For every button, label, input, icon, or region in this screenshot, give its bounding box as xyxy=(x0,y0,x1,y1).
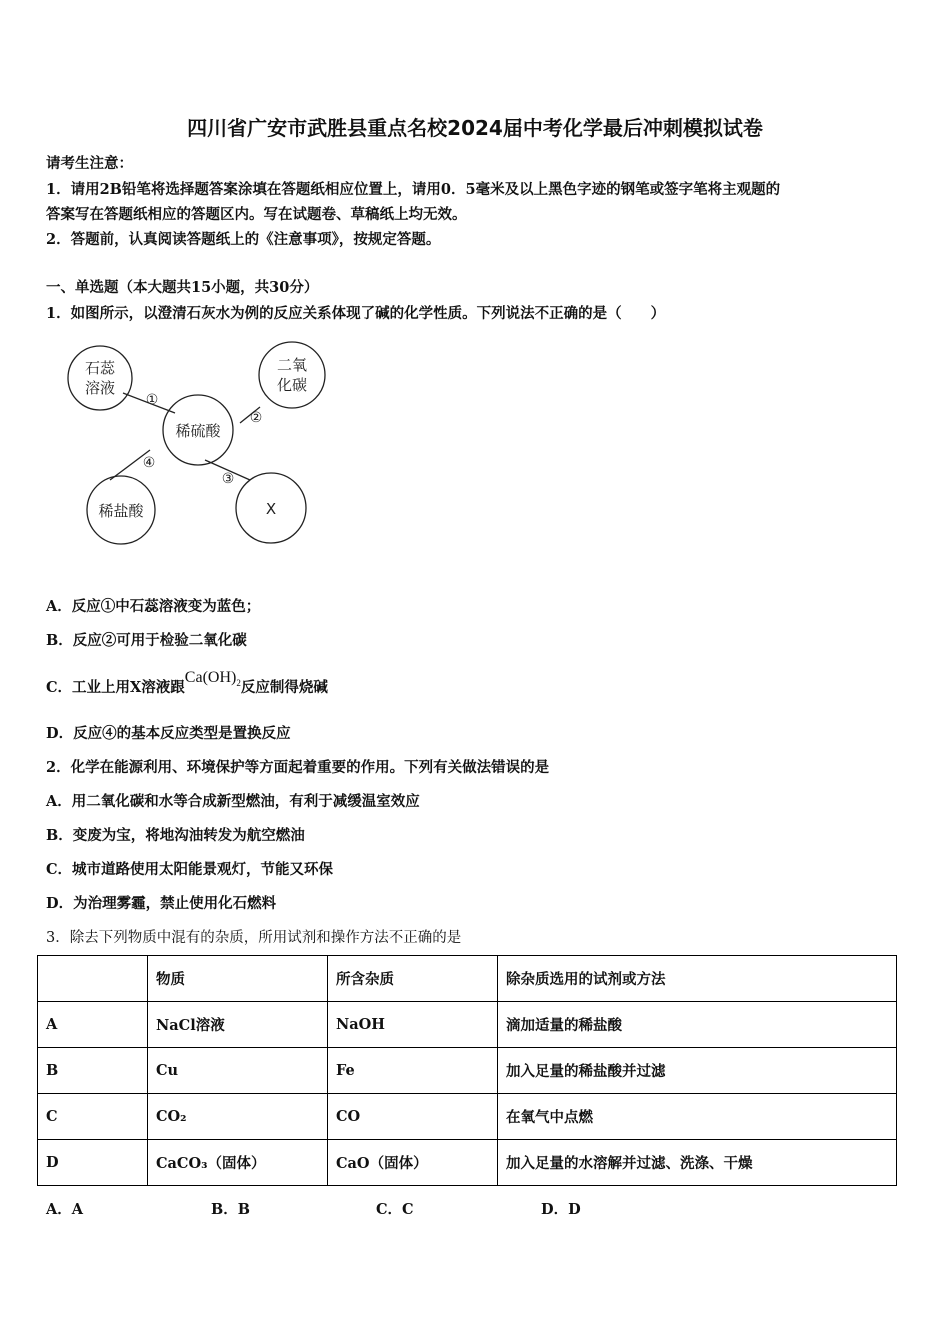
q3-option-d: D．D xyxy=(541,1201,581,1218)
table-header-cell xyxy=(38,956,148,1002)
litmus-label-1: 石蕊 xyxy=(84,359,116,377)
litmus-node xyxy=(68,346,132,410)
section-heading: 一、单选题（本大题共15小题，共30分） xyxy=(46,279,319,296)
litmus-label-2: 溶液 xyxy=(84,379,116,397)
q2-stem: 2．化学在能源利用、环境保护等方面起着重要的作用。下列有关做法错误的是 xyxy=(46,759,550,776)
notice-item-1-line-1: 1．请用2B铅笔将选择题答案涂填在答题纸相应位置上，请用0．5毫米及以上黑色字迹的钢笔或签字笔将主观题的 xyxy=(46,181,781,198)
q1-option-c-prefix: C．工业上用X溶液跟 xyxy=(46,679,185,696)
table-cell: Fe xyxy=(328,1048,498,1094)
table-cell: NaCl溶液 xyxy=(148,1002,328,1048)
q1-option-c-suffix: 反应制得烧碱 xyxy=(240,679,328,696)
table-row xyxy=(38,1140,897,1186)
q1-option-d: D．反应④的基本反应类型是置换反应 xyxy=(46,725,291,742)
table-cell: 加入足量的水溶解并过滤、洗涤、干燥 xyxy=(498,1140,897,1186)
page-title: 四川省广安市武胜县重点名校2024届中考化学最后冲刺模拟试卷 xyxy=(187,116,763,140)
q1-option-c xyxy=(46,669,328,698)
table-row xyxy=(38,1002,897,1048)
q1-option-a: A．反应①中石蕊溶液变为蓝色； xyxy=(46,598,261,615)
co2-label-1: 二氧 xyxy=(276,356,308,374)
table-cell: 加入足量的稀盐酸并过滤 xyxy=(498,1048,897,1094)
table-cell: CO₂ xyxy=(148,1094,328,1140)
table-header-cell: 除杂质选用的试剂或方法 xyxy=(498,956,897,1002)
co2-label-2: 化碳 xyxy=(276,376,308,394)
table-cell: Cu xyxy=(148,1048,328,1094)
notice-item-1-line-2: 答案写在答题纸相应的答题区内。写在试题卷、草稿纸上均无效。 xyxy=(46,206,467,223)
q2-option-c: C．城市道路使用太阳能景观灯，节能又环保 xyxy=(46,861,334,878)
label-2: ② xyxy=(249,410,263,426)
table-cell: CaO（固体） xyxy=(328,1140,498,1186)
table-cell: CaCO₃（固体） xyxy=(148,1140,328,1186)
notice-item-2: 2．答题前，认真阅读答题纸上的《注意事项》，按规定答题。 xyxy=(46,231,441,248)
calcium-hydroxide-formula: $Ca(OH)_2$ xyxy=(184,669,241,689)
hydrochloric-acid-label: 稀盐酸 xyxy=(98,502,144,520)
co2-node xyxy=(259,342,325,408)
table-cell: NaOH xyxy=(328,1002,498,1048)
q3-stem: 3．除去下列物质中混有的杂质，所用试剂和操作方法不正确的是 xyxy=(46,930,462,946)
q1-option-b: B．反应②可用于检验二氧化碳 xyxy=(46,632,247,649)
table-header-cell: 所含杂质 xyxy=(328,956,498,1002)
label-4: ④ xyxy=(142,455,156,471)
q3-option-c: C．C xyxy=(376,1201,414,1218)
reaction-diagram xyxy=(60,330,360,560)
table-header-row xyxy=(38,956,897,1002)
table-cell: 滴加适量的稀盐酸 xyxy=(498,1002,897,1048)
label-1: ① xyxy=(145,392,159,408)
q2-option-b: B．变废为宝，将地沟油转发为航空燃油 xyxy=(46,827,305,844)
notice-heading: 请考生注意： xyxy=(46,155,133,172)
table-row xyxy=(38,1094,897,1140)
table-cell: 在氧气中点燃 xyxy=(498,1094,897,1140)
table-row xyxy=(38,1048,897,1094)
q3-table xyxy=(37,955,897,1186)
table-cell: A xyxy=(38,1002,148,1048)
label-3: ③ xyxy=(221,471,235,487)
q3-option-b: B．B xyxy=(211,1201,251,1218)
table-header-cell: 物质 xyxy=(148,956,328,1002)
q1-stem: 1．如图所示，以澄清石灰水为例的反应关系体现了碱的化学性质。下列说法不正确的是（ ） xyxy=(46,305,666,322)
q3-option-a: A．A xyxy=(46,1201,84,1218)
table-cell: D xyxy=(38,1140,148,1186)
q2-option-d: D．为治理雾霾，禁止使用化石燃料 xyxy=(46,895,277,912)
sulfuric-acid-label: 稀硫酸 xyxy=(175,422,221,440)
table-cell: C xyxy=(38,1094,148,1140)
table-cell: CO xyxy=(328,1094,498,1140)
x-label: X xyxy=(265,500,277,518)
table-cell: B xyxy=(38,1048,148,1094)
q2-option-a: A．用二氧化碳和水等合成新型燃油，有利于减缓温室效应 xyxy=(46,793,420,810)
